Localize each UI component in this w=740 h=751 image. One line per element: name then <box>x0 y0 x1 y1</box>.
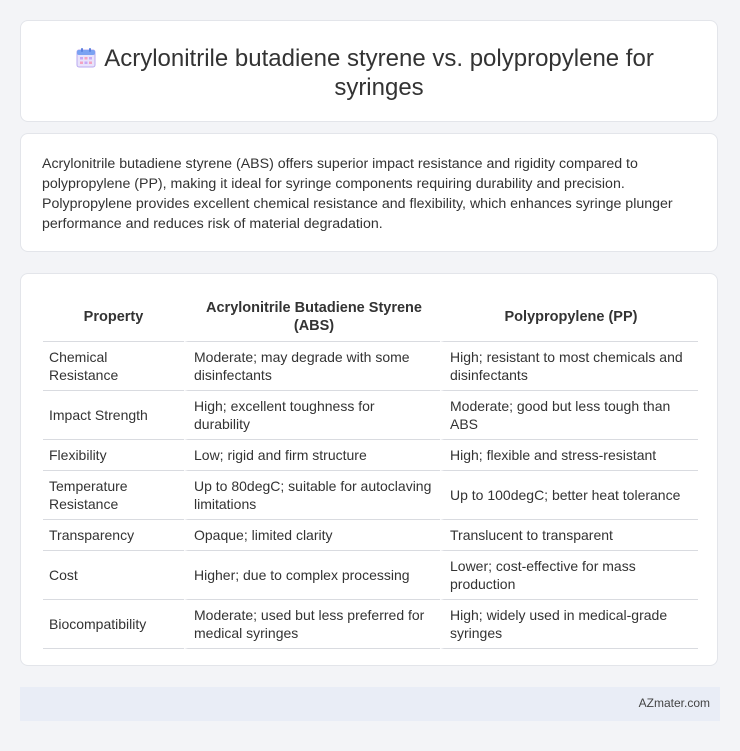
abs-cell: Opaque; limited clarity <box>184 520 440 551</box>
abs-cell: Moderate; may degrade with some disinfectants <box>184 342 440 391</box>
property-cell: Flexibility <box>43 440 184 471</box>
property-cell: Impact Strength <box>43 391 184 440</box>
table-row <box>43 391 698 440</box>
table-row <box>43 520 698 551</box>
table-row <box>43 600 698 649</box>
pp-cell: High; resistant to most chemicals and disinfectants <box>440 342 698 391</box>
title-card <box>20 20 718 122</box>
footer-bar <box>20 687 720 721</box>
abs-cell: Higher; due to complex processing <box>184 551 440 600</box>
property-cell: Cost <box>43 551 184 600</box>
comparison-card <box>20 273 718 666</box>
footer-brand[interactable]: AZmater.com <box>638 696 710 710</box>
table-row <box>43 551 698 600</box>
pp-cell: Up to 100degC; better heat tolerance <box>440 471 698 520</box>
abs-cell: High; excellent toughness for durability <box>184 391 440 440</box>
page-title: Acrylonitrile butadiene styrene vs. polypropylene for syringes <box>104 45 654 101</box>
abs-cell: Up to 80degC; suitable for autoclaving limitations <box>184 471 440 520</box>
comparison-table <box>43 292 698 649</box>
property-cell: Temperature Resistance <box>43 471 184 520</box>
table-row <box>43 440 698 471</box>
table-header-row <box>43 292 698 342</box>
abs-cell: Low; rigid and firm structure <box>184 440 440 471</box>
table-row <box>43 471 698 520</box>
pp-cell: High; flexible and stress-resistant <box>440 440 698 471</box>
pp-cell: Translucent to transparent <box>440 520 698 551</box>
intro-text: Acrylonitrile butadiene styrene (ABS) offers superior impact resistance and rigidity compared to polypropylene (PP), making it ideal for syringe components requiring durability and precision. Polypropylene provides excellent chemical resistance and flexibility, which enhances syringe plunger performance and reduces risk of material degradation. <box>42 156 673 232</box>
table-row <box>43 342 698 391</box>
intro-card <box>20 133 718 252</box>
column-header-abs: Acrylonitrile Butadiene Styrene (ABS) <box>184 292 440 342</box>
column-header-property: Property <box>43 292 184 342</box>
property-cell: Chemical Resistance <box>43 342 184 391</box>
property-cell: Transparency <box>43 520 184 551</box>
abs-cell: Moderate; used but less preferred for medical syringes <box>184 600 440 649</box>
property-cell: Biocompatibility <box>43 600 184 649</box>
pp-cell: Moderate; good but less tough than ABS <box>440 391 698 440</box>
column-header-pp: Polypropylene (PP) <box>440 292 698 342</box>
pp-cell: High; widely used in medical-grade syringes <box>440 600 698 649</box>
pp-cell: Lower; cost-effective for mass production <box>440 551 698 600</box>
